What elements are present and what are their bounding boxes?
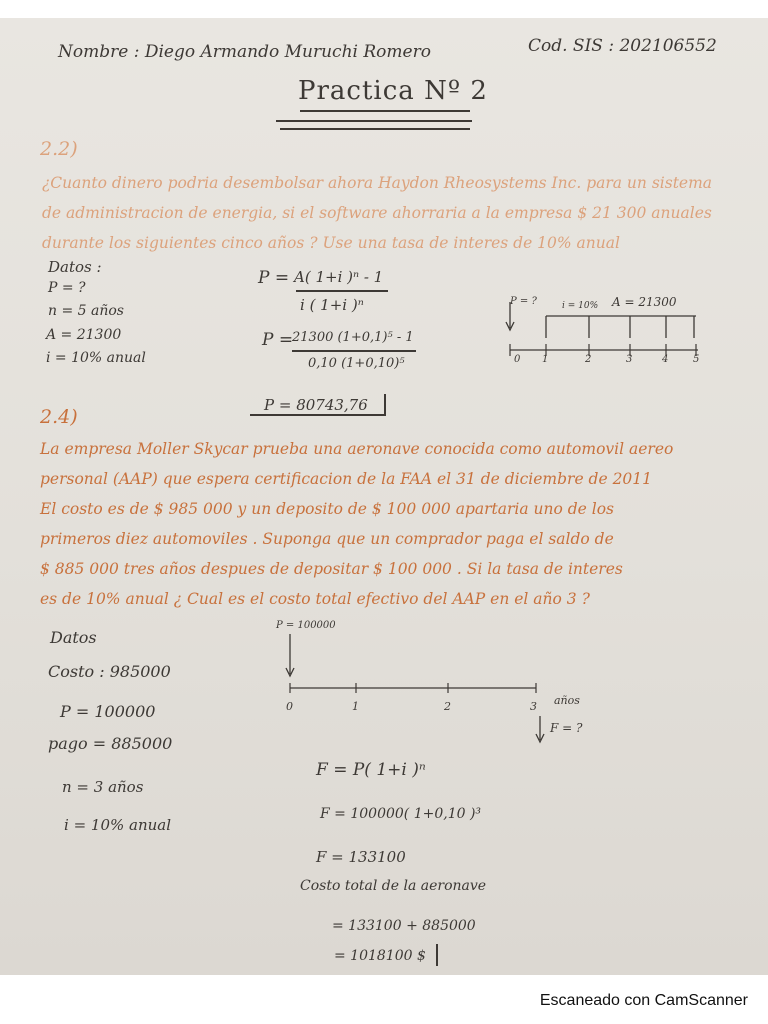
title-underline-2 [276,120,472,122]
result-value: P = 80743,76 [264,396,368,414]
tick-label: 0 [286,700,293,713]
statement-line: La empresa Moller Skycar prueba una aeronave conocida como automovil aereo [40,440,674,458]
section-number-2-2: 2.2) [40,138,78,160]
statement-line: primeros diez automoviles . Suponga que un comprador paga el saldo de [40,530,614,548]
result-box-bottom [250,414,386,416]
tick-label: 2 [444,700,451,713]
statement-line: es de 10% anual ¿ Cual es el costo total efectivo del AAP en el año 3 ? [40,590,590,608]
data-item: i = 10% anual [46,350,146,366]
tick-label: 5 [693,354,700,365]
scanner-watermark: Escaneado con CamScanner [539,992,748,1009]
axis-label: años [554,694,580,707]
scanned-page [0,18,768,975]
statement-line: durante los siguientes cinco años ? Use una tasa de interes de 10% anual [42,234,620,252]
result-box-side [436,944,438,966]
data-item: i = 10% anual [64,816,172,834]
data-item: Costo : 985000 [48,662,171,681]
tick-label: 0 [514,354,521,365]
formula-numerator: 21300 (1+0,1)⁵ - 1 [292,330,414,345]
tick-label: 2 [585,354,592,365]
p-label: P = 100000 [276,620,336,631]
solution-line: Costo total de la aeronave [300,878,487,894]
formula-denominator: 0,10 (1+0,10)⁵ [308,356,405,371]
statement-line: ¿Cuanto dinero podria desembolsar ahora Haydon Rheosystems Inc. para un sistema [42,174,713,192]
section-number-2-4: 2.4) [40,406,78,428]
tick-label: 1 [542,354,549,365]
cash-flow-diagram-2-4 [270,612,610,752]
title-underline [300,110,470,112]
statement-line: El costo es de $ 985 000 y un deposito de $ 100 000 apartaria uno de los [40,500,615,518]
student-code: Cod. SIS : 202106552 [528,36,717,56]
statement-line: $ 885 000 tres años despues de depositar $ 100 000 . Si la tasa de interes [40,560,623,578]
result-box-side [384,394,386,414]
formula-denominator: i ( 1+i )ⁿ [300,296,364,314]
data-item: P = 100000 [60,702,156,721]
data-heading: Datos [50,628,97,647]
rate-label: i = 10% [562,301,599,311]
fraction-bar [292,350,416,352]
tick-label: 4 [662,354,669,365]
page-title: Practica Nº 2 [298,76,488,106]
solution-line: F = 100000( 1+0,10 )³ [320,806,482,822]
statement-line: personal (AAP) que espera certificacion de la FAA el 31 de diciembre de 2011 [40,470,653,488]
student-name: Nombre : Diego Armando Muruchi Romero [58,42,431,62]
data-item: A = 21300 [46,327,122,343]
title-underline-3 [280,128,470,130]
p-label: P = ? [510,296,537,307]
solution-line: = 1018100 $ [334,948,426,964]
fraction-bar [296,290,388,292]
formula-lhs: P = [262,330,294,350]
annuity-label: A = 21300 [612,295,677,309]
cash-flow-diagram-2-2 [500,268,710,378]
solution-line: = 133100 + 885000 [332,918,476,934]
data-item: P = ? [48,280,86,296]
data-item: pago = 885000 [48,734,173,753]
data-item: n = 5 años [48,303,124,319]
problem-statement-2-4 [40,434,673,614]
tick-label: 1 [352,700,359,713]
problem-statement-2-2 [42,168,712,258]
solution-line: F = 133100 [316,848,406,866]
tick-label: 3 [530,700,537,713]
solution-line: F = P( 1+i )ⁿ [316,760,426,780]
f-label: F = ? [550,721,583,735]
data-heading: Datos : [48,258,102,276]
formula-numerator: A( 1+i )ⁿ - 1 [294,268,384,286]
statement-line: de administracion de energia, si el software ahorraria a la empresa $ 21 300 anuales [42,204,712,222]
formula-lhs: P = [258,268,290,288]
tick-label: 3 [626,354,633,365]
data-item: n = 3 años [62,778,144,796]
